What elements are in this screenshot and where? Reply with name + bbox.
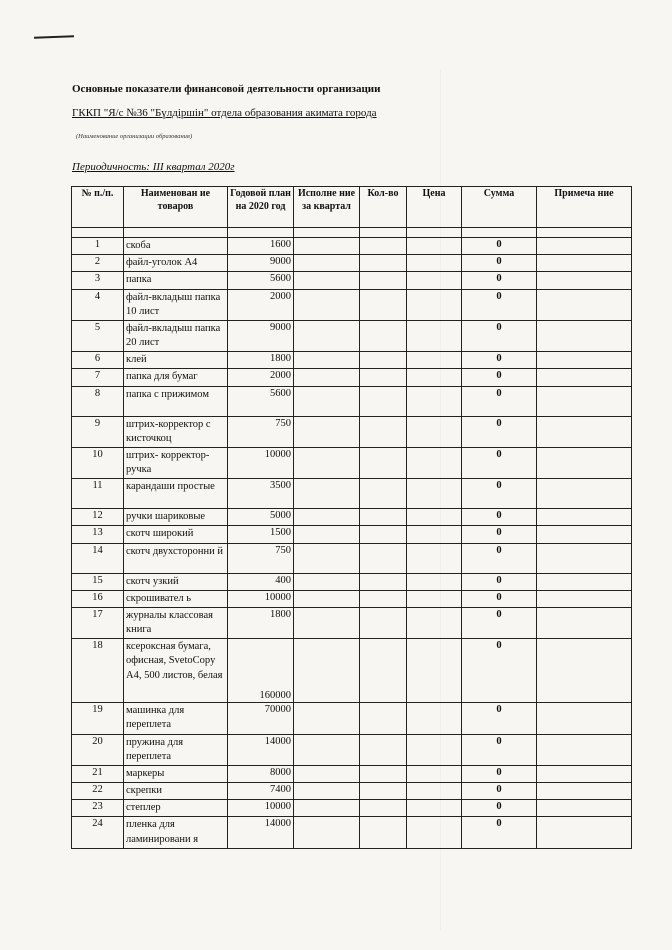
table-row [72, 607, 632, 638]
table-row [72, 447, 632, 478]
row-note [537, 320, 632, 351]
table-row [72, 817, 632, 848]
row-qty [360, 386, 407, 416]
row-name: пружина для переплета [124, 734, 228, 765]
row-sum: 0 [462, 352, 537, 369]
row-qty [360, 765, 407, 782]
row-plan: 2000 [228, 369, 294, 386]
row-plan: 1500 [228, 526, 294, 543]
row-qty [360, 479, 407, 509]
row-num: 24 [72, 817, 124, 848]
row-price [407, 734, 462, 765]
row-plan: 9000 [228, 255, 294, 272]
row-qty [360, 447, 407, 478]
row-name: скотч широкий [124, 526, 228, 543]
table-row [72, 479, 632, 509]
row-plan: 70000 [228, 703, 294, 734]
row-plan: 10000 [228, 447, 294, 478]
col-header-note: Примеча ние [537, 187, 632, 228]
row-qty [360, 320, 407, 351]
row-execution [294, 703, 360, 734]
row-price [407, 607, 462, 638]
row-note [537, 272, 632, 289]
table-row [72, 783, 632, 800]
row-execution [294, 607, 360, 638]
row-sum: 0 [462, 607, 537, 638]
row-qty [360, 416, 407, 447]
row-name: файл-уголок А4 [124, 255, 228, 272]
row-qty [360, 734, 407, 765]
row-plan: 9000 [228, 320, 294, 351]
table-row [72, 573, 632, 590]
row-note [537, 783, 632, 800]
row-sum: 0 [462, 416, 537, 447]
row-plan: 7400 [228, 783, 294, 800]
table-row [72, 543, 632, 573]
row-plan: 160000 [228, 639, 294, 703]
row-qty [360, 289, 407, 320]
col-header-num: № п./п. [72, 187, 124, 228]
row-num: 2 [72, 255, 124, 272]
table-row [72, 590, 632, 607]
row-qty [360, 573, 407, 590]
row-name: клей [124, 352, 228, 369]
row-name: маркеры [124, 765, 228, 782]
row-name: файл-вкладыш папка 10 лист [124, 289, 228, 320]
col-header-sum: Сумма [462, 187, 537, 228]
row-name: карандаши простые [124, 479, 228, 509]
row-sum: 0 [462, 734, 537, 765]
row-price [407, 800, 462, 817]
row-plan: 1800 [228, 607, 294, 638]
row-price [407, 639, 462, 703]
row-note [537, 639, 632, 703]
row-sum: 0 [462, 800, 537, 817]
row-num: 5 [72, 320, 124, 351]
row-name: скотч двухсторонни й [124, 543, 228, 573]
table-row [72, 765, 632, 782]
row-plan: 14000 [228, 817, 294, 848]
row-execution [294, 765, 360, 782]
row-plan: 5000 [228, 509, 294, 526]
row-execution [294, 573, 360, 590]
row-note [537, 734, 632, 765]
row-note [537, 573, 632, 590]
row-price [407, 543, 462, 573]
row-price [407, 526, 462, 543]
row-price [407, 289, 462, 320]
row-sum: 0 [462, 817, 537, 848]
row-sum: 0 [462, 386, 537, 416]
row-sum: 0 [462, 590, 537, 607]
row-note [537, 543, 632, 573]
row-note [537, 607, 632, 638]
row-note [537, 509, 632, 526]
row-num: 23 [72, 800, 124, 817]
row-sum: 0 [462, 369, 537, 386]
table-row [72, 639, 632, 703]
row-plan: 1600 [228, 238, 294, 255]
row-execution [294, 639, 360, 703]
row-sum: 0 [462, 509, 537, 526]
row-sum: 0 [462, 543, 537, 573]
row-name: штрих- корректор-ручка [124, 447, 228, 478]
row-qty [360, 607, 407, 638]
row-num: 9 [72, 416, 124, 447]
row-execution [294, 526, 360, 543]
table-row [72, 352, 632, 369]
row-num: 6 [72, 352, 124, 369]
row-price [407, 573, 462, 590]
row-qty [360, 639, 407, 703]
row-num: 17 [72, 607, 124, 638]
row-qty [360, 543, 407, 573]
row-plan: 3500 [228, 479, 294, 509]
row-price [407, 590, 462, 607]
col-header-execution: Исполне ние за квартал [294, 187, 360, 228]
row-qty [360, 800, 407, 817]
row-name: скоба [124, 238, 228, 255]
row-execution [294, 255, 360, 272]
row-price [407, 272, 462, 289]
row-qty [360, 238, 407, 255]
table-row [72, 509, 632, 526]
row-execution [294, 734, 360, 765]
row-plan: 10000 [228, 800, 294, 817]
row-plan: 750 [228, 543, 294, 573]
row-name: ксероксная бумага, офисная, SvetoCopy A4, 500 листов, белая [124, 639, 228, 703]
row-price [407, 479, 462, 509]
row-note [537, 255, 632, 272]
row-name: степлер [124, 800, 228, 817]
row-note [537, 352, 632, 369]
row-plan: 5600 [228, 386, 294, 416]
table-row [72, 320, 632, 351]
table-row [72, 800, 632, 817]
document-title: Основные показатели финансовой деятельности организации [72, 83, 381, 95]
row-plan: 400 [228, 573, 294, 590]
row-sum: 0 [462, 639, 537, 703]
col-header-price: Цена [407, 187, 462, 228]
row-sum: 0 [462, 783, 537, 800]
row-plan: 5600 [228, 272, 294, 289]
row-name: папка [124, 272, 228, 289]
organization-name: ГККП "Я/с №36 "Бүлдіршін" отдела образования акимата города [72, 107, 377, 119]
col-header-name: Наименован ие товаров [124, 187, 228, 228]
row-execution [294, 509, 360, 526]
row-note [537, 416, 632, 447]
row-execution [294, 272, 360, 289]
row-price [407, 369, 462, 386]
row-price [407, 509, 462, 526]
row-note [537, 590, 632, 607]
row-num: 21 [72, 765, 124, 782]
row-num: 10 [72, 447, 124, 478]
row-execution [294, 320, 360, 351]
row-qty [360, 255, 407, 272]
row-price [407, 783, 462, 800]
row-price [407, 447, 462, 478]
row-name: скрепки [124, 783, 228, 800]
table-row [72, 272, 632, 289]
row-execution [294, 238, 360, 255]
table-row [72, 238, 632, 255]
row-note [537, 703, 632, 734]
row-price [407, 238, 462, 255]
row-sum: 0 [462, 255, 537, 272]
row-note [537, 369, 632, 386]
row-sum: 0 [462, 447, 537, 478]
row-execution [294, 800, 360, 817]
row-plan: 2000 [228, 289, 294, 320]
table-row [72, 703, 632, 734]
table-row [72, 526, 632, 543]
row-qty [360, 783, 407, 800]
row-num: 11 [72, 479, 124, 509]
row-price [407, 255, 462, 272]
scan-mark [34, 35, 74, 38]
row-sum: 0 [462, 573, 537, 590]
row-num: 16 [72, 590, 124, 607]
row-execution [294, 447, 360, 478]
row-num: 20 [72, 734, 124, 765]
row-name: скотч узкий [124, 573, 228, 590]
row-num: 13 [72, 526, 124, 543]
row-note [537, 526, 632, 543]
row-sum: 0 [462, 703, 537, 734]
row-execution [294, 369, 360, 386]
row-num: 14 [72, 543, 124, 573]
row-price [407, 320, 462, 351]
row-name: журналы классовая книга [124, 607, 228, 638]
row-num: 3 [72, 272, 124, 289]
row-price [407, 416, 462, 447]
table-row [72, 369, 632, 386]
row-qty [360, 703, 407, 734]
row-sum: 0 [462, 272, 537, 289]
row-qty [360, 590, 407, 607]
row-plan: 750 [228, 416, 294, 447]
row-qty [360, 817, 407, 848]
row-num: 8 [72, 386, 124, 416]
row-name: папка с прижимом [124, 386, 228, 416]
row-num: 15 [72, 573, 124, 590]
col-header-qty: Кол-во [360, 187, 407, 228]
row-execution [294, 479, 360, 509]
row-sum: 0 [462, 289, 537, 320]
row-note [537, 289, 632, 320]
row-note [537, 800, 632, 817]
row-execution [294, 386, 360, 416]
table-row [72, 289, 632, 320]
row-price [407, 765, 462, 782]
row-execution [294, 416, 360, 447]
row-execution [294, 590, 360, 607]
row-qty [360, 526, 407, 543]
row-qty [360, 509, 407, 526]
row-name: штрих-корректор с кисточкоц [124, 416, 228, 447]
row-plan: 14000 [228, 734, 294, 765]
row-price [407, 386, 462, 416]
row-num: 22 [72, 783, 124, 800]
row-name: ручки шариковые [124, 509, 228, 526]
row-note [537, 447, 632, 478]
table-row [72, 416, 632, 447]
row-num: 19 [72, 703, 124, 734]
row-num: 18 [72, 639, 124, 703]
row-name: скрошивател ь [124, 590, 228, 607]
row-sum: 0 [462, 320, 537, 351]
row-note [537, 479, 632, 509]
periodicity: Периодичность: III квартал 2020г [72, 161, 235, 173]
row-name: машинка для переплета [124, 703, 228, 734]
row-execution [294, 289, 360, 320]
col-header-plan: Годовой план на 2020 год [228, 187, 294, 228]
row-name: папка для бумаг [124, 369, 228, 386]
row-sum: 0 [462, 479, 537, 509]
row-plan: 8000 [228, 765, 294, 782]
row-num: 4 [72, 289, 124, 320]
table-row [72, 255, 632, 272]
row-sum: 0 [462, 238, 537, 255]
row-execution [294, 817, 360, 848]
row-num: 12 [72, 509, 124, 526]
row-note [537, 238, 632, 255]
row-execution [294, 783, 360, 800]
row-name: пленка для ламинировани я [124, 817, 228, 848]
row-num: 7 [72, 369, 124, 386]
table-row [72, 386, 632, 416]
row-sum: 0 [462, 765, 537, 782]
row-note [537, 386, 632, 416]
row-price [407, 703, 462, 734]
row-name: файл-вкладыш папка 20 лист [124, 320, 228, 351]
row-plan: 1800 [228, 352, 294, 369]
row-execution [294, 543, 360, 573]
row-price [407, 817, 462, 848]
row-note [537, 817, 632, 848]
row-note [537, 765, 632, 782]
table-header [72, 187, 632, 228]
spacer-row [72, 228, 632, 238]
goods-table [71, 186, 632, 849]
row-qty [360, 272, 407, 289]
table-row [72, 734, 632, 765]
row-qty [360, 369, 407, 386]
row-plan: 10000 [228, 590, 294, 607]
row-price [407, 352, 462, 369]
row-qty [360, 352, 407, 369]
row-execution [294, 352, 360, 369]
organization-note: (Наименование организации образования) [76, 133, 193, 140]
row-num: 1 [72, 238, 124, 255]
row-sum: 0 [462, 526, 537, 543]
